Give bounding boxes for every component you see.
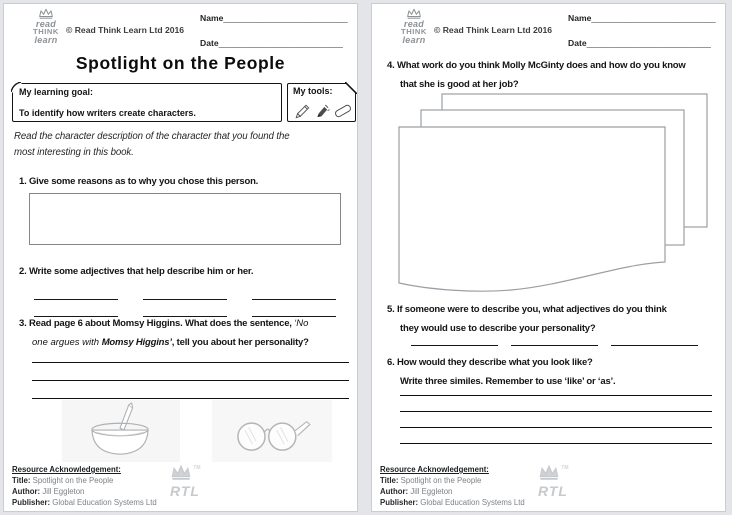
date-label: Date (200, 38, 219, 48)
date-field (568, 38, 711, 48)
copyright-text: © Read Think Learn Ltd 2016 (434, 25, 553, 35)
crown-icon (405, 8, 423, 19)
question-1-answer-box (29, 193, 341, 245)
acknowledgement-heading: Resource Acknowledgement: (12, 465, 121, 474)
question-3-line-1: 3. Read page 6 about Momsy Higgins. What does the sentence, ‘No (19, 318, 309, 329)
read-think-learn-logo (394, 8, 434, 44)
eraser-icon (332, 102, 354, 119)
name-label: Name (200, 13, 224, 23)
stacked-papers-drawing-area (396, 92, 710, 298)
writing-line (143, 288, 227, 300)
bowl-and-spoon-illustration (62, 400, 180, 462)
question-5 (387, 300, 667, 338)
pencil-icon (292, 103, 312, 119)
name-field (568, 13, 716, 23)
acknowledgement-author-row: Author: Jill Eggleton (380, 487, 453, 496)
read-think-learn-logo (26, 8, 66, 44)
my-tools-box (287, 83, 356, 122)
bowl-and-spoon-icon (75, 402, 167, 460)
folded-corner-decoration (11, 82, 23, 94)
acknowledgement-publisher-row: Publisher: Global Education Systems Ltd (12, 498, 157, 507)
writing-line (400, 412, 712, 428)
my-tools-label: My tools: (293, 86, 333, 96)
resource-acknowledgement (380, 464, 525, 508)
writing-line (252, 288, 336, 300)
acknowledgement-title-row: Title: Spotlight on the People (12, 476, 114, 485)
page-title: Spotlight on the People (75, 53, 286, 73)
logo-word-read: read (403, 19, 425, 29)
crown-icon (537, 465, 561, 480)
name-blank-line: __________________________ (591, 13, 716, 23)
date-blank-line: __________________________ (586, 38, 711, 48)
question-3-line-2: one argues with Momsy Higgins’, tell you about her personality? (32, 337, 309, 348)
trademark-superscript: TM (193, 465, 201, 471)
tool-icons-row (292, 102, 354, 119)
writing-line (32, 345, 349, 363)
logo-word-think: THINK (33, 27, 59, 36)
question-4-line-2: that she is good at her job? (400, 79, 519, 90)
copyright-text: © Read Think Learn Ltd 2016 (66, 25, 185, 35)
writing-line (34, 288, 118, 300)
date-label: Date (568, 38, 587, 48)
quote-text: ‘No (294, 318, 309, 329)
intro-line-1: Read the character description of the character that you found the (14, 131, 290, 142)
worksheet-page-2 (371, 3, 726, 512)
question-4 (387, 56, 686, 94)
character-name-emphasis: Momsy Higgins’ (101, 337, 172, 348)
question-2: 2. Write some adjectives that help describe him or her. (19, 266, 254, 277)
question-4-line-1: 4. What work do you think Molly McGinty does and how do you know (387, 60, 686, 71)
name-blank-line: __________________________ (223, 13, 348, 23)
trademark-superscript: TM (561, 465, 569, 471)
writing-line (611, 334, 698, 346)
logo-word-learn: learn (34, 35, 58, 45)
logo-word-think: THINK (401, 27, 427, 36)
rtl-logo-text: RTL (170, 483, 200, 499)
pen-icon (314, 104, 330, 119)
question-6-line-2: Write three similes. Remember to use ‘like’ or ‘as’. (400, 375, 616, 387)
acknowledgement-title-row: Title: Spotlight on the People (380, 476, 482, 485)
worksheet-page-1 (3, 3, 358, 512)
question-5-line-1: 5. If someone were to describe you, what adjectives do you think (387, 304, 667, 315)
question-6-line-1: 6. How would they describe what you look like? (387, 357, 593, 368)
quote-text: one argues with (32, 337, 102, 348)
date-field (200, 38, 343, 48)
logo-word-learn: learn (402, 35, 426, 45)
name-field (200, 13, 348, 23)
crown-icon (169, 465, 193, 480)
question-3-answer-lines (32, 345, 349, 399)
logo-word-read: read (35, 19, 57, 29)
rtl-logo-text: RTL (538, 483, 568, 499)
writing-line (32, 381, 349, 399)
writing-line (400, 428, 712, 444)
crown-icon (37, 8, 55, 19)
intro-line-2: most interesting in this book. (14, 146, 134, 158)
question-5-line-2: they would use to describe your personality? (400, 323, 596, 334)
writing-line (400, 380, 712, 396)
writing-line (411, 334, 498, 346)
writing-line (400, 396, 712, 412)
acknowledgement-heading: Resource Acknowledgement: (380, 465, 489, 474)
name-label: Name (568, 13, 592, 23)
acknowledgement-author-row: Author: Jill Eggleton (12, 487, 85, 496)
writing-line (511, 334, 598, 346)
acknowledgement-publisher-row: Publisher: Global Education Systems Ltd (380, 498, 525, 507)
learning-goal-text: To identify how writers create characters. (19, 108, 196, 118)
resource-acknowledgement (12, 464, 157, 508)
date-blank-line: __________________________ (218, 38, 343, 48)
adjective-blanks-row (411, 334, 698, 346)
glasses-illustration (212, 400, 332, 462)
adjective-blanks-row-1 (34, 288, 336, 300)
learning-goal-box (12, 83, 282, 122)
rtl-trademark-logo (530, 465, 576, 498)
question-6-answer-lines (400, 380, 712, 444)
cut-corner-decoration (345, 82, 357, 94)
intro-instruction (14, 129, 290, 160)
question-1: 1. Give some reasons as to why you chose this person. (19, 176, 259, 187)
rtl-trademark-logo (162, 465, 208, 498)
writing-line (32, 363, 349, 381)
learning-goal-label: My learning goal: (19, 87, 94, 97)
glasses-icon (222, 403, 322, 459)
